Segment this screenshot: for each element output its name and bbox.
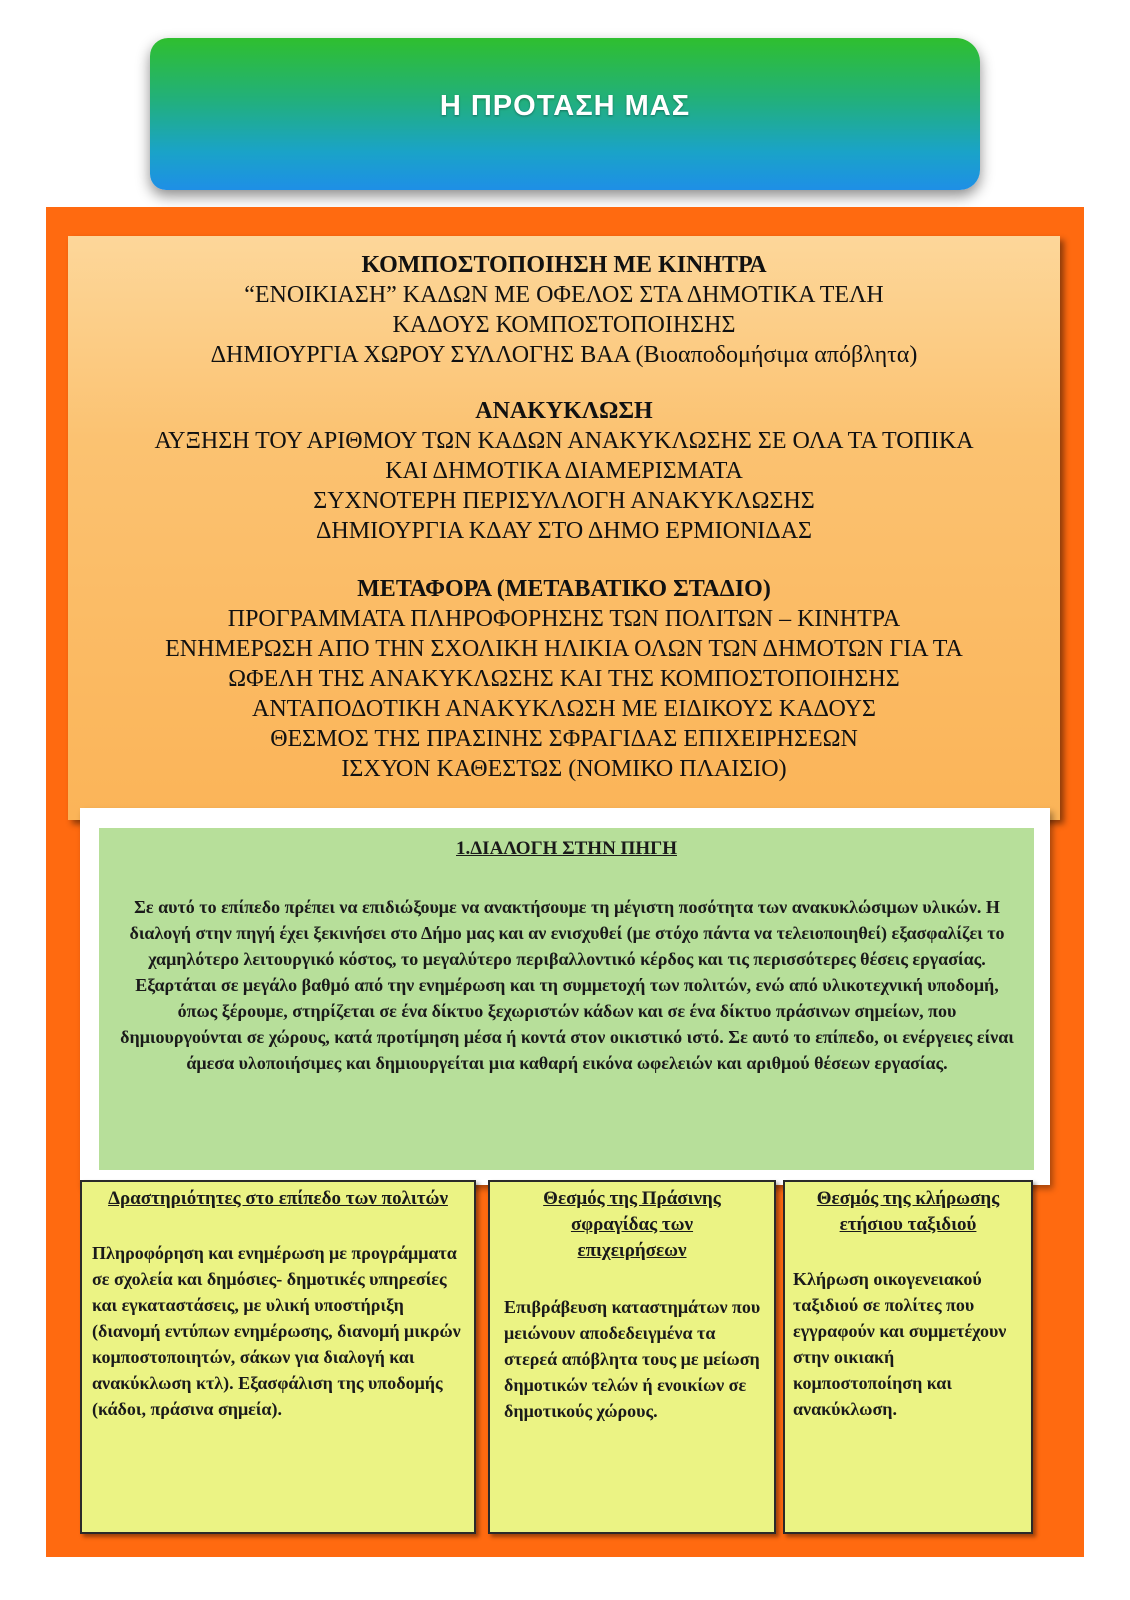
transition-heading: ΜΕΤΑΦΟΡΑ (ΜΕΤΑΒΑΤΙΚΟ ΣΤΑΔΙΟ) <box>357 576 771 602</box>
transition-line: ΑΝΤΑΠΟΔΟΤΙΚΗ ΑΝΑΚΥΚΛΩΣΗ ΜΕ ΕΙΔΙΚΟΥΣ ΚΑΔΟΥΣ <box>252 696 876 722</box>
recycling-line: ΔΗΜΙΟΥΡΓΙΑ ΚΔΑΥ ΣΤΟ ΔΗΜΟ ΕΡΜΙΟΝΙΔΑΣ <box>315 518 813 544</box>
recycling-line: ΑΥΞΗΣΗ ΤΟΥ ΑΡΙΘΜΟΥ ΤΩΝ ΚΑΔΩΝ ΑΝΑΚΥΚΛΩΣΗΣ ΣΕ ΟΛΑ ΤΑ ΤΟΠΙΚΑ <box>154 428 974 454</box>
trip-lottery-text: Κλήρωση οικογενειακού ταξιδιού σε πολίτες που εγγραφούν και συμμετέχουν στην οικιακή κομποστοποίηση και ανακύκλωση. <box>793 1269 1007 1419</box>
green-seal-text: Επιβράβευση καταστημάτων που μειώνουν αποδεδειγμένα τα στερεά απόβλητα τους με μείωση δημοτικών τελών ή ενοικίων σε δημοτικούς χώρους. <box>504 1297 761 1421</box>
composting-heading: ΚΟΜΠΟΣΤΟΠΟΙΗΣΗ ΜΕ ΚΙΝΗΤΡΑ <box>361 252 767 278</box>
trip-lottery-heading: Θεσμός της κλήρωσης ετήσιου ταξιδιού <box>816 1188 1000 1235</box>
recycling-heading: ΑΝΑΚΥΚΛΩΣΗ <box>475 398 653 424</box>
citizens-activities-heading: Δραστηριότητες στο επίπεδο των πολιτών <box>108 1188 448 1209</box>
trip-lottery-box <box>783 1180 1033 1534</box>
recycling-line: ΚΑΙ ΔΗΜΟΤΙΚΑ ΔΙΑΜΕΡΙΣΜΑΤΑ <box>385 458 743 484</box>
transition-line: ΩΦΕΛΗ ΤΗΣ ΑΝΑΚΥΚΛΩΣΗΣ ΚΑΙ ΤΗΣ ΚΟΜΠΟΣΤΟΠΟΙΗΣΗΣ <box>228 666 900 692</box>
title-banner <box>150 38 980 190</box>
source-sorting-text: Σε αυτό το επίπεδο πρέπει να επιδιώξουμε να ανακτήσουμε τη μέγιστη ποσότητα των ανακυκλώσιμων υλικών. Η διαλογή στην πηγή έχει ξεκινήσει στο Δήμο μας και αν ενισχυθεί (με στόχο πάντα να τελειοποιηθεί) εξασφαλίζει το χαμηλότερο λειτουργικό κόστος, το μεγαλύτερο περιβαλλοντικό κέρδος και τις περισσότερες θέσεις εργασίας. Εξαρτάται σε μεγάλο βαθμό από την ενημέρωση και τη συμμετοχή των πολιτών, ενώ από υλικοτεχνική υποδομή, όπως ξέρουμε, στηρίζεται σε ένα δίκτυο ξεχωριστών κάδων και σε ένα δίκτυο πράσινων σημείων, που δημιουργούνται σε χώρους, κατά προτίμηση μέσα ή κοντά στον οικιστικό ιστό. Σε αυτό το επίπεδο, οι ενέργειες είναι άμεσα υλοποιήσιμες και δημιουργείται μια καθαρή εικόνα ωφελειών και αριθμού θέσεων εργασίας. <box>120 897 1014 1073</box>
transition-line: ΕΝΗΜΕΡΩΣΗ ΑΠΟ ΤΗΝ ΣΧΟΛΙΚΗ ΗΛΙΚΙΑ ΟΛΩΝ ΤΩΝ ΔΗΜΟΤΩΝ ΓΙΑ ΤΑ <box>165 636 963 662</box>
green-seal-heading: Θεσμός της Πράσινης σφραγίδας των επιχειρήσεων <box>543 1188 721 1261</box>
transition-line: ΙΣΧΥΟΝ ΚΑΘΕΣΤΩΣ (ΝΟΜΙΚΟ ΠΛΑΙΣΙΟ) <box>341 756 787 782</box>
citizens-activities-box <box>80 1180 476 1534</box>
source-sorting-title: 1.ΔΙΑΛΟΓΗ ΣΤΗΝ ΠΗΓΗ <box>456 838 677 859</box>
citizens-activities-text: Πληροφόρηση και ενημέρωση με προγράμματα σε σχολεία και δημόσιες- δημοτικές υπηρεσίες και εγκαταστάσεις, με υλική υποστήριξη (διανομή εντύπων ενημέρωσης, διανομή μικρών κομποστοποιητών, σάκων για διαλογή και ανακύκλωση κτλ). Εξασφάλιση της υποδομής (κάδοι, πράσινα σημεία). <box>92 1243 461 1419</box>
transition-section <box>68 574 1060 784</box>
page-title: Η ΠΡΟΤΑΣΗ ΜΑΣ <box>439 90 691 122</box>
recycling-section <box>68 396 1060 546</box>
green-seal-box <box>488 1180 776 1534</box>
proposals-panel <box>68 236 1060 820</box>
composting-line: ΔΗΜΙΟΥΡΓΙΑ ΧΩΡΟΥ ΣΥΛΛΟΓΗΣ ΒΑΑ (Βιοαποδομήσιμα απόβλητα) <box>210 342 918 368</box>
composting-line: “ΕΝΟΙΚΙΑΣΗ” ΚΑΔΩΝ ΜΕ ΟΦΕΛΟΣ ΣΤΑ ΔΗΜΟΤΙΚΑ ΤΕΛΗ <box>244 282 884 308</box>
transition-line: ΘΕΣΜΟΣ ΤΗΣ ΠΡΑΣΙΝΗΣ ΣΦΡΑΓΙΔΑΣ ΕΠΙΧΕΙΡΗΣΕΩΝ <box>270 726 858 752</box>
transition-line: ΠΡΟΓΡΑΜΜΑΤΑ ΠΛΗΡΟΦΟΡΗΣΗΣ ΤΩΝ ΠΟΛΙΤΩΝ – ΚΙΝΗΤΡΑ <box>227 606 901 632</box>
recycling-line: ΣΥΧΝΟΤΕΡΗ ΠΕΡΙΣΥΛΛΟΓΗ ΑΝΑΚΥΚΛΩΣΗΣ <box>313 488 815 514</box>
composting-line: ΚΑΔΟΥΣ ΚΟΜΠΟΣΤΟΠΟΙΗΣΗΣ <box>392 312 736 338</box>
source-sorting-box <box>99 828 1034 1170</box>
composting-section <box>68 250 1060 370</box>
